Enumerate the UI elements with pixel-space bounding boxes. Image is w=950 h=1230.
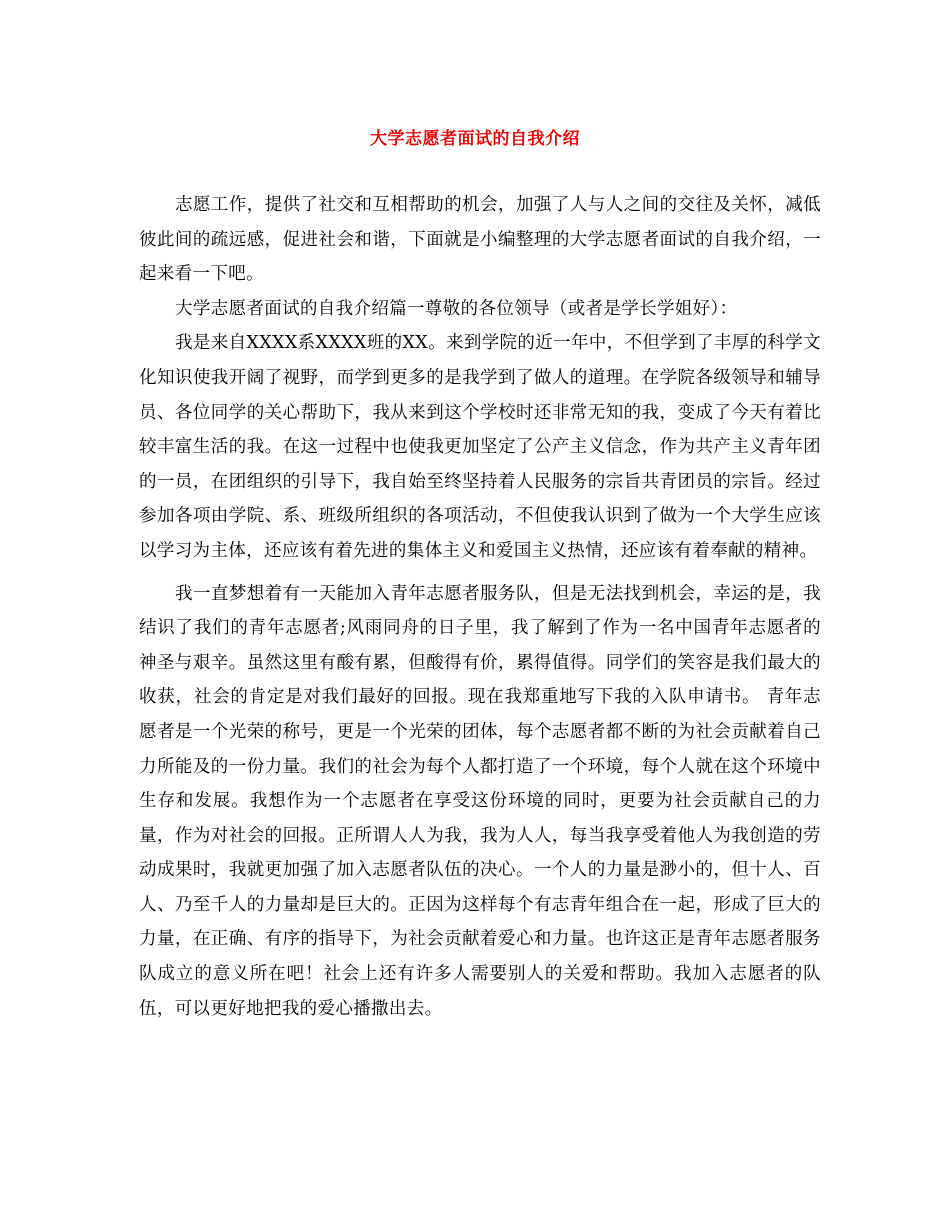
paragraph-self-intro: 我是来自XXXX系XXXX班的XX。来到学院的近一年中，不但学到了丰厚的科学文化知识使我开阔了视野，而学到更多的是我学到了做人的道理。在学院各级领导和辅导员、各位同学的关心帮助下，我从来到这个学校时还非常无知的我，变成了今天有着比较丰富生活的我。在这一过程中也使我更加坚定了公产主义信念，作为共产主义青年团的一员，在团组织的引导下，我自始至终坚持着人民服务的宗旨共青团员的宗旨。经过参加各项由学院、系、班级所组织的各项活动，不但使我认识到了做为一个大学生应该以学习为主体，还应该有着先进的集体主义和爱国主义热情，还应该有着奉献的精神。	[139, 333, 821, 561]
document-body	[139, 188, 821, 1026]
document-title: 大学志愿者面试的自我介绍	[370, 129, 580, 149]
paragraph-volunteer-dream: 我一直梦想着有一天能加入青年志愿者服务队，但是无法找到机会，幸运的是，我结识了我们的青年志愿者;风雨同舟的日子里，我了解到了作为一名中国青年志愿者的神圣与艰辛。虽然这里有酸有累，但酸得有价，累得值得。同学们的笑容是我们最大的收获，社会的肯定是对我们最好的回报。现在我郑重地写下我的入队申请书。 青年志愿者是一个光荣的称号，更是一个光荣的团体，每个志愿者都不断的为社会贡献着自己力所能及的一份力量。我们的社会为每个人都打造了一个环境，每个人就在这个环境中生存和发展。我想作为一个志愿者在享受这份环境的同时，更要为社会贡献自己的力量，作为对社会的回报。正所谓人人为我，我为人人，每当我享受着他人为我创造的劳动成果时，我就更加强了加入志愿者队伍的决心。一个人的力量是渺小的，但十人、百人、乃至千人的力量却是巨大的。正因为这样每个有志青年组合在一起，形成了巨大的力量，在正确、有序的指导下，为社会贡献着爱心和力量。也许这正是青年志愿者服务队成立的意义所在吧！社会上还有许多人需要别人的关爱和帮助。我加入志愿者的队伍，可以更好地把我的爱心播撒出去。	[139, 583, 821, 1019]
paragraph-intro: 志愿工作，提供了社交和互相帮助的机会，加强了人与人之间的交往及关怀，减低彼此间的疏远感，促进社会和谐，下面就是小编整理的大学志愿者面试的自我介绍，一起来看一下吧。	[139, 195, 821, 285]
paragraph-heading-1: 大学志愿者面试的自我介绍篇一尊敬的各位领导（或者是学长学姐好）：	[175, 298, 738, 319]
